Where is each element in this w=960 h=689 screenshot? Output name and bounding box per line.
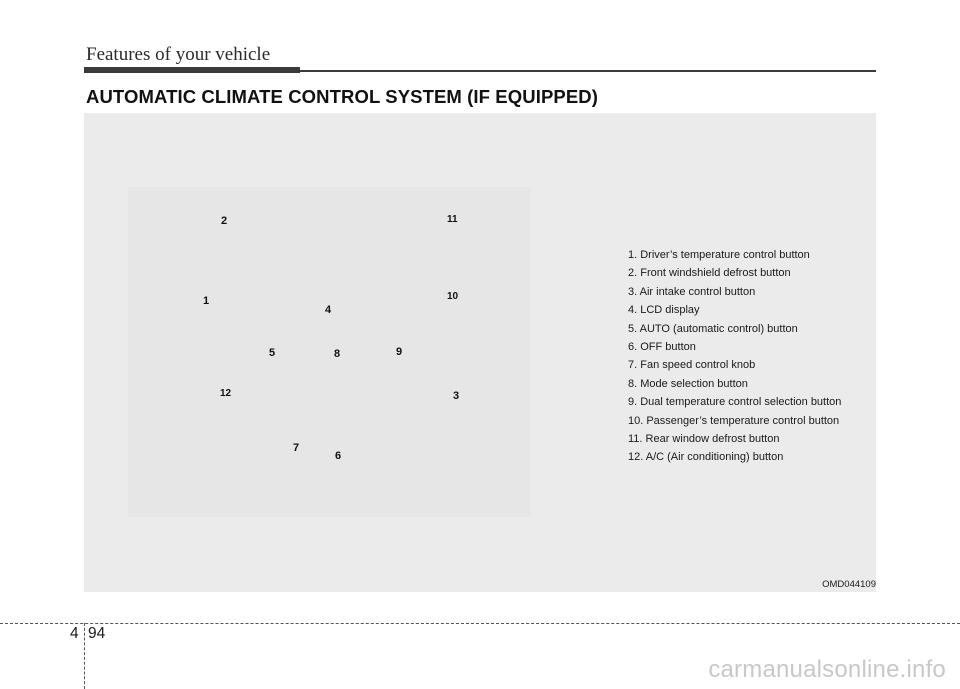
callout-6: 6 [335, 450, 342, 462]
legend-item: 10. Passenger’s temperature control button [628, 414, 840, 427]
callout-4: 4 [325, 304, 332, 316]
footer-dashed-rule [0, 623, 960, 624]
legend-item: 1. Driver’s temperature control button [628, 249, 810, 261]
legend-item: 12. A/C (Air conditioning) button [628, 451, 784, 464]
callout-10: 10 [447, 291, 459, 302]
header-rule-thin [300, 70, 876, 72]
callout-3: 3 [453, 390, 460, 402]
callout-12: 12 [220, 388, 232, 399]
page-number: 94 [88, 625, 106, 642]
legend-list [628, 246, 841, 467]
section-title: AUTOMATIC CLIMATE CONTROL SYSTEM (IF EQUIPPED) [86, 86, 598, 107]
header-rule-thick [84, 67, 300, 73]
legend-item: 8. Mode selection button [628, 377, 748, 390]
legend-item: 3. Air intake control button [628, 285, 756, 298]
callout-8: 8 [334, 348, 341, 360]
chapter-number: 4 [70, 625, 79, 642]
callout-7: 7 [293, 442, 300, 454]
watermark: carmanualsonline.info [708, 656, 946, 683]
page-header-title: Features of your vehicle [86, 44, 271, 65]
legend-item: 5. AUTO (automatic control) button [628, 322, 798, 335]
legend-item: 11. Rear window defrost button [628, 432, 780, 445]
callout-9: 9 [396, 346, 403, 358]
legend-item: 6. OFF button [628, 340, 696, 353]
callout-5: 5 [269, 347, 276, 359]
legend-item: 2. Front windshield defrost button [628, 267, 791, 280]
callout-2: 2 [221, 215, 228, 227]
legend-item: 9. Dual temperature control selection button [628, 396, 842, 409]
legend-item: 4. LCD display [628, 304, 700, 317]
figure-code: OMD044109 [822, 579, 876, 590]
callout-1: 1 [203, 295, 210, 307]
callout-11: 11 [447, 214, 458, 225]
footer-vertical-dashed-rule [84, 623, 85, 689]
figure-image-area [128, 187, 530, 517]
legend-item: 7. Fan speed control knob [628, 359, 756, 372]
